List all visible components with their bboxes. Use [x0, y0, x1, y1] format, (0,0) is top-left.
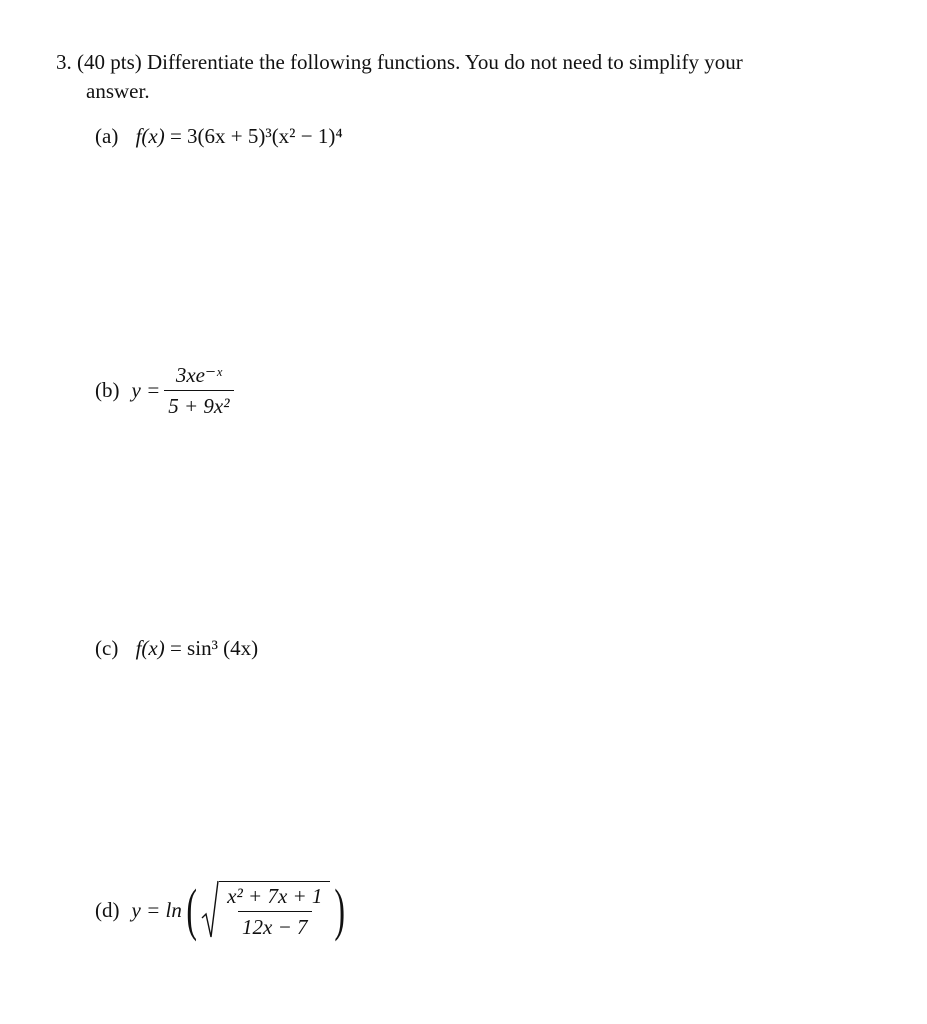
part-d-lhs: y = ln [131, 897, 182, 922]
right-paren-symbol: ) [334, 877, 346, 942]
part-d-denominator: 12x − 7 [238, 911, 312, 939]
part-c [95, 636, 258, 661]
part-b [95, 363, 238, 418]
part-a [95, 124, 343, 149]
radical-sign-icon [201, 880, 219, 940]
part-d-fraction [223, 884, 326, 939]
part-c-expression: = sin³ (4x) [169, 636, 259, 660]
part-a-label: (a) [95, 124, 119, 148]
part-a-expression: = 3(6x + 5)³(x² − 1)⁴ [169, 124, 343, 148]
part-b-denominator: 5 + 9x² [164, 390, 233, 418]
left-paren-symbol: ( [186, 877, 197, 942]
square-root [201, 880, 330, 940]
problem-text-line1: (40 pts) Differentiate the following functions. You do not need to simplify your [77, 50, 743, 74]
part-b-numerator: 3xe⁻ˣ [175, 363, 222, 387]
problem-number: 3. [56, 50, 72, 74]
part-d-numerator: x² + 7x + 1 [227, 884, 323, 908]
part-c-lhs: f(x) [135, 636, 165, 660]
problem-text-line2: answer. [86, 79, 150, 103]
part-b-lhs: y = [131, 378, 161, 402]
part-a-lhs: f(x) [135, 124, 165, 148]
part-c-label: (c) [95, 636, 119, 660]
problem-statement [56, 48, 904, 106]
part-b-label: (b) [95, 378, 120, 402]
part-d-label: (d) [95, 897, 120, 922]
part-d [95, 877, 350, 942]
radicand [219, 881, 330, 939]
part-b-fraction [164, 363, 233, 418]
